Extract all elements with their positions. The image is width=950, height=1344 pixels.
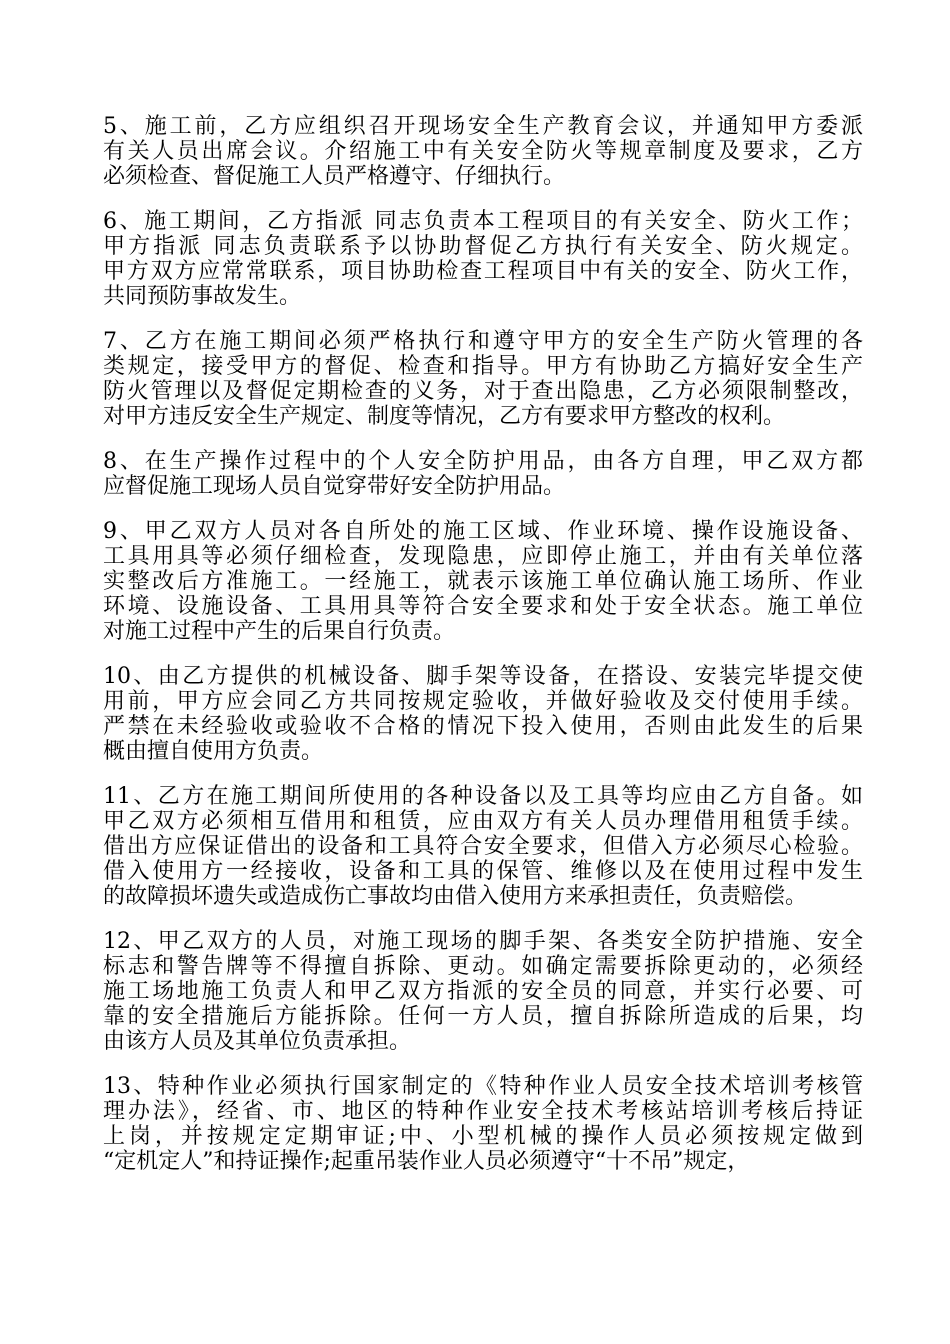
paragraph-line: 实整改后方准施工。一经施工，就表示该施工单位确认施工场所、作业 xyxy=(103,569,863,594)
paragraph-line: 上岗，并按规定定期审证;中、小型机械的操作人员必须按规定做到 xyxy=(103,1124,863,1149)
paragraph-line: 甲方指派 同志负责联系予以协助督促乙方执行有关安全、防火规定。 xyxy=(103,234,863,259)
paragraph-line: 5、施工前，乙方应组织召开现场安全生产教育会议，并通知甲方委派 xyxy=(103,114,863,139)
paragraph-line: 甲方双方应常常联系，项目协助检查工程项目中有关的安全、防火工作， xyxy=(103,259,863,284)
document-body xyxy=(103,114,863,1194)
paragraph-line: 7、乙方在施工期间必须严格执行和遵守甲方的安全生产防火管理的各 xyxy=(103,329,863,354)
paragraph-line: 用前，甲方应会同乙方共同按规定验收，并做好验收及交付使用手续。 xyxy=(103,689,863,714)
paragraph-line: 由该方人员及其单位负责承担。 xyxy=(103,1029,412,1054)
paragraph-7 xyxy=(103,329,863,429)
paragraph-12 xyxy=(103,929,863,1054)
paragraph-5 xyxy=(103,114,863,189)
paragraph-line: 对甲方违反安全生产规定、制度等情况，乙方有要求甲方整改的权利。 xyxy=(103,404,786,429)
paragraph-line: “定机定人”和持证操作;起重吊装作业人员必须遵守“十不吊”规定， xyxy=(103,1149,750,1174)
paragraph-line: 类规定，接受甲方的督促、检查和指导。甲方有协助乙方搞好安全生产 xyxy=(103,354,863,379)
paragraph-6 xyxy=(103,209,863,309)
paragraph-8 xyxy=(103,449,863,499)
paragraph-9 xyxy=(103,519,863,644)
paragraph-line: 9、甲乙双方人员对各自所处的施工区域、作业环境、操作设施设备、 xyxy=(103,519,863,544)
paragraph-line: 甲乙双方必须相互借用和租赁，应由双方有关人员办理借用租赁手续。 xyxy=(103,809,863,834)
paragraph-line: 10、由乙方提供的机械设备、脚手架等设备，在搭设、安装完毕提交使 xyxy=(103,664,863,689)
paragraph-line: 13、特种作业必须执行国家制定的《特种作业人员安全技术培训考核管 xyxy=(103,1074,863,1099)
paragraph-line: 环境、设施设备、工具用具等符合安全要求和处于安全状态。施工单位 xyxy=(103,594,863,619)
paragraph-line: 6、施工期间，乙方指派 同志负责本工程项目的有关安全、防火工作； xyxy=(103,209,863,234)
paragraph-line: 对施工过程中产生的后果自行负责。 xyxy=(103,619,456,644)
paragraph-line: 8、在生产操作过程中的个人安全防护用品，由各方自理，甲乙双方都 xyxy=(103,449,863,474)
paragraph-line: 借出方应保证借出的设备和工具符合安全要求，但借入方必须尽心检验。 xyxy=(103,834,863,859)
paragraph-line: 应督促施工现场人员自觉穿带好安全防护用品。 xyxy=(103,474,566,499)
paragraph-line: 防火管理以及督促定期检查的义务，对于查出隐患，乙方必须限制整改， xyxy=(103,379,863,404)
paragraph-line: 工具用具等必须仔细检查，发现隐患，应即停止施工，并由有关单位落 xyxy=(103,544,863,569)
paragraph-line: 的故障损坏遗失或造成伤亡事故均由借入使用方来承担责任，负责赔偿。 xyxy=(103,884,808,909)
paragraph-line: 严禁在未经验收或验收不合格的情况下投入使用，否则由此发生的后果 xyxy=(103,714,863,739)
paragraph-10 xyxy=(103,664,863,764)
paragraph-line: 靠的安全措施后方能拆除。任何一方人员，擅自拆除所造成的后果，均 xyxy=(103,1004,863,1029)
paragraph-line: 理办法》，经省、市、地区的特种作业安全技术考核站培训考核后持证 xyxy=(103,1099,863,1124)
paragraph-line: 共同预防事故发生。 xyxy=(103,284,302,309)
paragraph-13 xyxy=(103,1074,863,1174)
paragraph-line: 必须检查、督促施工人员严格遵守、仔细执行。 xyxy=(103,164,566,189)
paragraph-line: 12、甲乙双方的人员，对施工现场的脚手架、各类安全防护措施、安全 xyxy=(103,929,863,954)
paragraph-line: 施工场地施工负责人和甲乙双方指派的安全员的同意，并实行必要、可 xyxy=(103,979,863,1004)
paragraph-line: 借入使用方一经接收，设备和工具的保管、维修以及在使用过程中发生 xyxy=(103,859,863,884)
paragraph-line: 概由擅自使用方负责。 xyxy=(103,739,324,764)
paragraph-line: 有关人员出席会议。介绍施工中有关安全防火等规章制度及要求，乙方 xyxy=(103,139,863,164)
paragraph-11 xyxy=(103,784,863,909)
paragraph-line: 标志和警告牌等不得擅自拆除、更动。如确定需要拆除更动的，必须经 xyxy=(103,954,863,979)
paragraph-line: 11、乙方在施工期间所使用的各种设备以及工具等均应由乙方自备。如 xyxy=(103,784,863,809)
